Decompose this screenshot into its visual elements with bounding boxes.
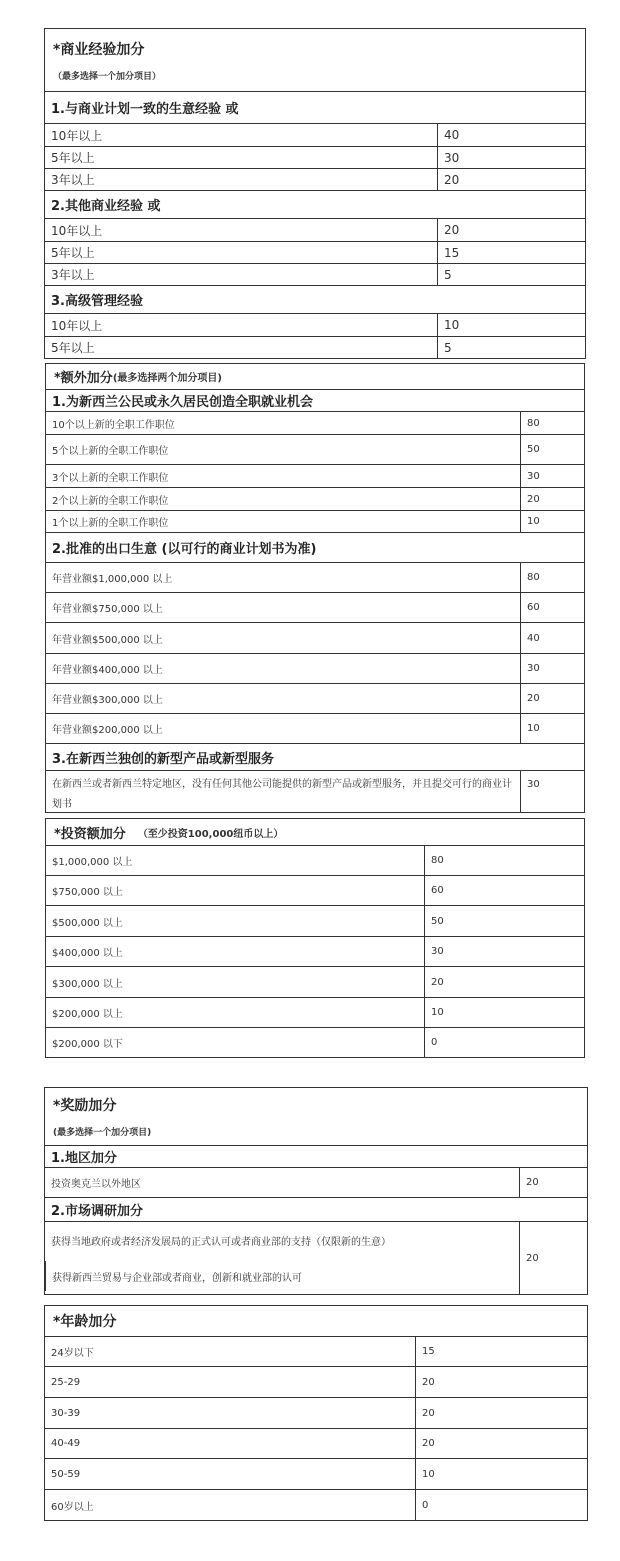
row-label: 3年以上	[51, 268, 95, 282]
row-label: 获得新西兰贸易与企业部或者商业，创新和就业部的认可	[45, 1261, 519, 1291]
table-row	[46, 845, 584, 875]
row-label: 年营业额$1,000,000 以上	[52, 574, 173, 585]
bonus-note: (最多选择一个加分项目)	[53, 1128, 152, 1138]
row-value: 60	[424, 876, 584, 905]
row-label: 5个以上新的全职工作职位	[52, 446, 169, 457]
row-label: 40-49	[51, 1438, 81, 1449]
row-label: 10年以上	[51, 223, 103, 238]
business-group-heading: 3.高级管理经验	[51, 294, 143, 309]
table-row	[46, 653, 584, 683]
table-row	[45, 263, 585, 285]
row-value: 40	[520, 623, 584, 653]
table-row	[46, 966, 584, 997]
table-row	[45, 168, 585, 190]
row-label: 投资奥克兰以外地区	[51, 1179, 141, 1190]
table-row	[46, 487, 584, 510]
investment-title: *投资额加分	[54, 826, 126, 842]
row-label: 25-29	[51, 1376, 81, 1388]
row-label: 5年以上	[51, 341, 95, 355]
extra-note: (最多选择两个加分项目)	[112, 373, 222, 384]
table-row	[46, 713, 584, 743]
table-row	[45, 1336, 587, 1366]
row-value: 30	[520, 654, 584, 683]
row-label: $200,000 以下	[52, 1039, 123, 1050]
row-label: 5年以上	[51, 151, 95, 165]
row-label: 30-39	[51, 1407, 81, 1419]
row-label: 年营业额$750,000 以上	[52, 604, 163, 615]
row-value: 10	[415, 1459, 587, 1489]
table-row	[46, 592, 584, 622]
row-value: 20	[437, 169, 585, 190]
bonus-market-labels	[45, 1222, 519, 1294]
row-label: 3个以上新的全职工作职位	[52, 472, 169, 484]
bonus-group-heading: 2.市场调研加分	[51, 1204, 143, 1219]
row-value: 40	[437, 124, 585, 146]
bonus-table	[44, 1087, 588, 1295]
age-table	[44, 1305, 588, 1521]
extra-header	[46, 364, 584, 389]
row-label: 1个以上新的全职工作职位	[52, 518, 169, 529]
row-value: 15	[415, 1337, 587, 1366]
extra-points-table	[45, 363, 585, 813]
row-value: 20	[415, 1429, 587, 1458]
table-row	[46, 1027, 584, 1057]
row-value: 30	[437, 147, 585, 168]
table-row	[45, 1366, 587, 1397]
row-value: 15	[437, 242, 585, 263]
table-row	[45, 1397, 587, 1428]
row-value: 50	[424, 906, 584, 936]
business-header	[45, 29, 585, 91]
table-row	[46, 510, 584, 532]
row-value: 80	[424, 846, 584, 875]
business-title: *商业经验加分	[53, 41, 145, 58]
row-label: 10年以上	[51, 318, 103, 333]
row-label: 24岁以下	[51, 1348, 94, 1359]
row-label: 10个以上新的全职工作职位	[52, 419, 175, 431]
extra-group-heading: 3.在新西兰独创的新型产品或新型服务	[52, 751, 274, 767]
table-row	[45, 218, 585, 241]
bonus-title: *奖励加分	[53, 1098, 117, 1114]
extra-group-heading: 2.批准的出口生意 (以可行的商业计划书为准)	[52, 542, 317, 557]
row-label: $500,000 以上	[52, 917, 123, 929]
table-row	[45, 1489, 587, 1520]
row-value: 10	[520, 714, 584, 743]
row-value: 60	[520, 593, 584, 622]
row-value: 20	[520, 488, 584, 510]
table-row	[45, 1428, 587, 1458]
row-label: 年营业额$200,000 以上	[52, 725, 163, 736]
age-header	[45, 1306, 587, 1336]
row-value: 20	[415, 1398, 587, 1428]
table-row	[46, 875, 584, 905]
business-experience-table	[44, 28, 586, 359]
row-value: 20	[520, 684, 584, 713]
investment-table	[45, 818, 585, 1058]
row-label: 60岁以上	[51, 1501, 94, 1513]
row-value: 20	[415, 1367, 587, 1397]
business-group-heading: 2.其他商业经验 或	[51, 199, 161, 214]
bonus-header	[45, 1088, 587, 1145]
business-group-heading: 1.与商业计划一致的生意经验 或	[51, 102, 239, 117]
table-row	[46, 411, 584, 434]
table-row	[46, 683, 584, 713]
row-label: 年营业额$500,000 以上	[52, 634, 163, 646]
row-value: 0	[415, 1490, 587, 1520]
table-row	[46, 905, 584, 936]
row-value: 0	[424, 1028, 584, 1057]
table-row	[45, 123, 585, 146]
row-label: $750,000 以上	[52, 887, 123, 898]
row-value: 20	[519, 1168, 587, 1197]
row-value: 80	[520, 412, 584, 434]
table-row	[45, 146, 585, 168]
table-row	[45, 1221, 587, 1294]
investment-note: （至少投资100,000纽币以上）	[137, 828, 284, 840]
row-label: 获得当地政府或者经济发展局的正式认可或者商业部的支持（仅限新的生意）	[51, 1236, 391, 1248]
row-value: 20	[519, 1222, 587, 1294]
extra-group-heading: 1.为新西兰公民或永久居民创造全职就业机会	[52, 395, 313, 410]
age-title: *年龄加分	[53, 1314, 117, 1330]
row-label: 年营业额$400,000 以上	[52, 665, 163, 676]
row-label: 3年以上	[51, 173, 95, 187]
table-row	[45, 336, 585, 358]
row-value: 30	[424, 937, 584, 966]
table-row	[46, 936, 584, 966]
row-label: 年营业额$300,000 以上	[52, 695, 163, 706]
table-row	[46, 997, 584, 1027]
business-note: （最多选择一个加分项目）	[53, 71, 162, 82]
row-label: $1,000,000 以上	[52, 857, 133, 868]
row-value: 80	[520, 563, 584, 592]
table-row	[46, 622, 584, 653]
row-value: 30	[520, 465, 584, 487]
row-value: 5	[437, 337, 585, 358]
extra-title: *额外加分	[54, 371, 113, 386]
row-value: 50	[520, 435, 584, 464]
row-value: 10	[424, 998, 584, 1027]
row-label: $400,000 以上	[52, 948, 123, 959]
investment-header	[46, 819, 584, 845]
table-row	[45, 241, 585, 263]
row-label: 2个以上新的全职工作职位	[52, 495, 169, 507]
table-row	[45, 1458, 587, 1489]
table-row	[46, 562, 584, 592]
row-label: 50-59	[51, 1468, 81, 1480]
bonus-group-heading: 1.地区加分	[51, 1151, 117, 1166]
table-row	[46, 464, 584, 487]
row-value: 20	[424, 967, 584, 997]
row-label: $200,000 以上	[52, 1009, 123, 1020]
row-value: 5	[437, 264, 585, 285]
row-label: $300,000 以上	[52, 978, 123, 990]
table-row	[46, 770, 584, 812]
row-label: 10年以上	[51, 128, 103, 143]
table-row	[46, 434, 584, 464]
row-value: 30	[520, 771, 584, 812]
table-row	[45, 1167, 587, 1197]
row-label: 在新西兰或者新西兰特定地区，没有任何其他公司能提供的新型产品或新型服务，并且提交可行的商业计划书	[52, 779, 512, 810]
row-value: 10	[437, 314, 585, 336]
row-value: 10	[520, 511, 584, 532]
table-row	[45, 313, 585, 336]
row-label: 5年以上	[51, 246, 95, 260]
row-value: 20	[437, 219, 585, 241]
